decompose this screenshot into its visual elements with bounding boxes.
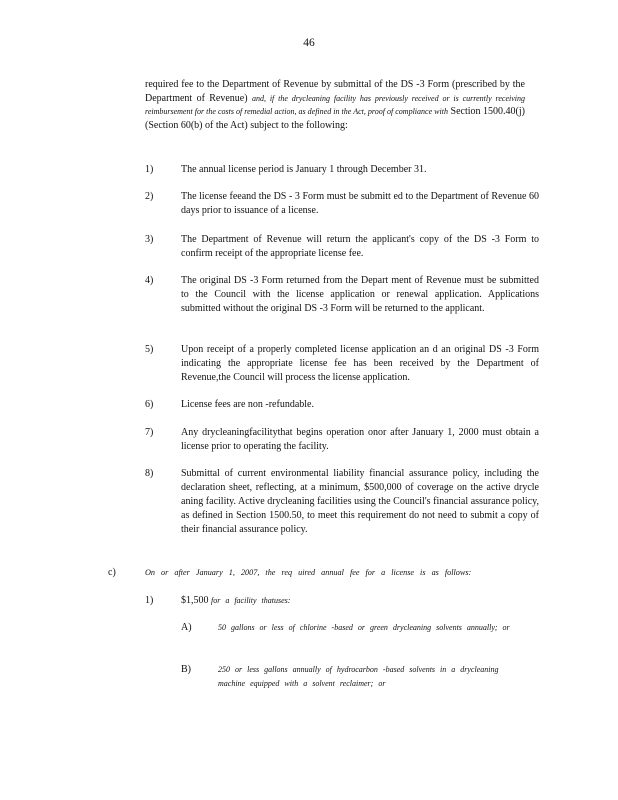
list-item [145, 398, 539, 412]
item-text: The original DS -3 Form returned from the Depart ment of Revenue must be submitted to the Council with the license application or renewal application. Applications submitted without the original DS -3 Form will be returned to the applicant. [181, 275, 539, 314]
item-number: 4) [145, 275, 154, 286]
fee-sub-item [181, 621, 527, 635]
page-number: 46 [303, 37, 315, 49]
fee-amount: $1,500 [181, 595, 209, 606]
list-item [145, 467, 539, 537]
item-number: 8) [145, 468, 154, 479]
lead-part-2: and, if the drycleaning facility has previously received or is currently receiving reimbursement for the costs of remedial action, as defined in the Act, proof of compliance with [145, 93, 525, 117]
sub-item-letter: A) [181, 622, 192, 633]
fee-item-text: for a facility thatuses: [211, 596, 291, 605]
section-number: c) [108, 567, 116, 578]
item-number: 5) [145, 344, 154, 355]
item-number: 7) [145, 427, 154, 438]
list-item [145, 190, 539, 218]
list-item [145, 163, 539, 177]
section-c [108, 566, 528, 580]
item-number: 6) [145, 399, 154, 410]
list-item [145, 274, 539, 316]
sub-item-text: 50 gallons or less of chlorine -based or green drycleaning solvents annually; or [218, 623, 510, 632]
sub-item-letter: B) [181, 664, 191, 675]
item-text: Submittal of current environmental liability financial assurance policy, including the declaration sheet, reflecting, at a minimum, $500,000 of coverage on the active drycle aning facility. Active drycleaning facilities using the Council's financial assurance policy, as defined in Section 1500.50, to meet this requirement do not need to submit a copy of their financial assurance policy. [181, 468, 539, 535]
sub-item-text: 250 or less gallons annually of hydrocarbon -based solvents in a drycleaning machine equipped with a solvent reclaimer; or [218, 665, 499, 688]
fee-item-1 [145, 594, 525, 608]
item-text: The Department of Revenue will return the applicant's copy of the DS -3 Form to confirm receipt of the appropriate license fee. [181, 234, 539, 259]
item-text: The license feeand the DS - 3 Form must be submitt ed to the Department of Revenue 60 days prior to issuance of a license. [181, 191, 539, 216]
item-text: Upon receipt of a properly completed license application an d an original DS -3 Form indicating the appropriate license fee has been received by the Department of Revenue,the Council will process the license application. [181, 344, 539, 383]
item-text: Any drycleaningfacilitythat begins operation onor after January 1, 2000 must obtain a license prior to operating the facility. [181, 427, 539, 452]
list-item [145, 426, 539, 454]
item-number: 1) [145, 164, 154, 175]
lead-part-1: required fee to the Department of Revenue by submittal of the DS -3 Form (prescribed by the Department of Revenue) [145, 79, 525, 104]
item-text: License fees are non -refundable. [181, 399, 314, 410]
item-number: 3) [145, 234, 154, 245]
list-item [145, 233, 539, 261]
list-item [145, 343, 539, 385]
fee-item-number: 1) [145, 595, 154, 606]
fee-sub-item [181, 663, 527, 691]
item-text: The annual license period is January 1 through December 31. [181, 164, 427, 175]
lead-paragraph [145, 78, 525, 132]
item-number: 2) [145, 191, 154, 202]
lead-part-3: Section 1500.40(j) (Section 60(b) of the Act) subject to the following: [145, 106, 525, 131]
section-text: On or after January 1, 2007, the req uired annual fee for a license is as follows: [145, 568, 472, 577]
